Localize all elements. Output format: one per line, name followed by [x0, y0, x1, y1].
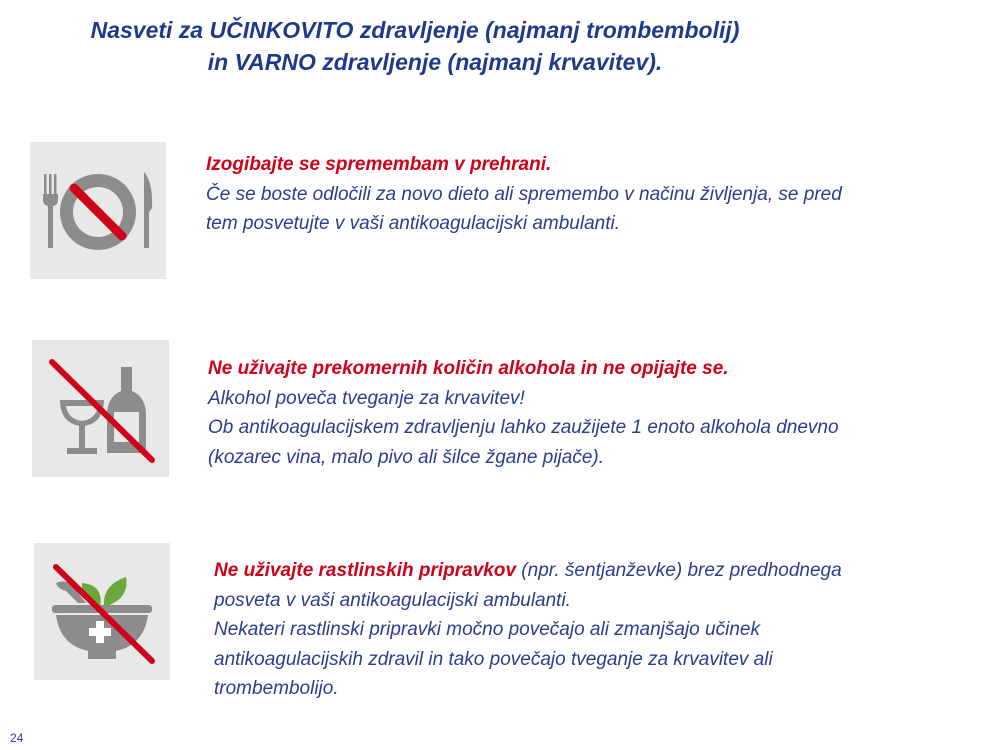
page-title — [0, 14, 830, 78]
tip-herbal-line-4: trombembolijo. — [214, 678, 339, 699]
tip-herbal-heading-line — [214, 556, 984, 586]
tip-diet-line-2: tem posvetujte v vaši antikoagulacijski ambulanti. — [206, 213, 620, 234]
tip-alcohol-line-1: Alkohol poveča tveganje za krvavitev! — [208, 387, 525, 409]
tip-herbal-heading-rest: (npr. šentjanževke) brez predhodnega — [516, 560, 842, 581]
tip-alcohol-line-2: Ob antikoagulacijskem zdravljenju lahko zaužijete 1 enoto alkohola dnevno — [208, 417, 839, 438]
title-line-1: Nasveti za UČINKOVITO zdravljenje (najmanj trombembolij) — [90, 17, 740, 43]
title-line-2: in VARNO zdravljenje (najmanj krvavitev). — [207, 49, 663, 75]
tip-herbal-line-1: posveta v vaši antikoagulacijski ambulanti. — [214, 589, 571, 611]
tip-diet-line-1: Če se boste odločili za novo dieto ali spremembo v načinu življenja, se pred — [206, 183, 842, 205]
tip-diet-heading: Izogibajte se spremembam v prehrani. — [206, 154, 552, 175]
no-herbal-remedies-icon — [34, 543, 170, 680]
no-alcohol-icon — [32, 340, 169, 477]
tip-herbal-heading: Ne uživajte rastlinskih pripravkov — [214, 560, 517, 581]
tip-herbal-line-3: antikoagulacijskih zdravil in tako povečajo tveganje za krvavitev ali — [214, 648, 773, 670]
tip-diet-text — [206, 150, 966, 239]
tip-herbal-line-2: Nekateri rastlinski pripravki močno povečajo ali zmanjšajo učinek — [214, 619, 760, 640]
tip-alcohol-heading: Ne uživajte prekomernih količin alkohola in ne opijajte se. — [208, 358, 729, 379]
tip-alcohol-line-3: (kozarec vina, malo pivo ali šilce žgane pijače). — [208, 446, 605, 468]
no-diet-change-icon — [30, 142, 166, 279]
page-number: 24 — [10, 731, 24, 745]
tip-alcohol-text — [208, 354, 978, 472]
tip-herbal-text — [214, 556, 984, 704]
